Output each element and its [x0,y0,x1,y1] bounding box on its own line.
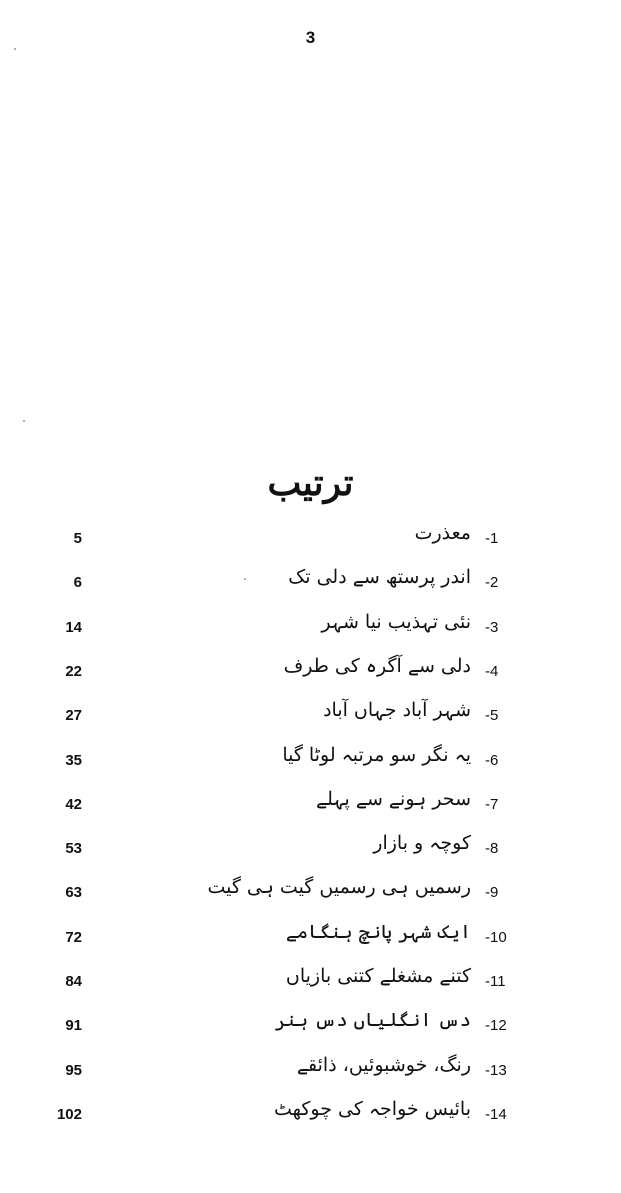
toc-entry-index: -13 [485,1061,507,1079]
toc-entry [0,522,621,552]
toc-entry-page: 42 [65,795,82,813]
toc-entry [0,699,621,729]
toc-entry-index: -7 [485,795,499,813]
toc-entry-page: 63 [65,884,82,902]
toc-entry-page: 53 [65,840,82,858]
toc-entry-index: -11 [485,973,506,990]
toc-entry-heading: رسمیں ہی رسمیں گیت ہی گیت [207,876,471,899]
toc-entry-page: 5 [73,530,82,547]
toc-entry-page: 95 [65,1061,82,1079]
page-number: 3 [305,28,316,47]
toc-entry-page: 91 [65,1017,82,1035]
toc-entry-page: 6 [73,574,82,592]
toc-entry-page: 35 [65,751,82,769]
toc-entry-index: -8 [485,840,499,858]
toc-entry-heading: نئی تہذیب نیا شہر [321,610,471,633]
toc-entry [0,655,621,685]
toc-entry [0,876,621,906]
toc-entry-heading: رنگ، خوشبوئیں، ذائقے [296,1053,471,1076]
toc-entry-page: 84 [65,973,82,990]
toc-entry-index: -2 [485,574,499,592]
toc-entry-page: 22 [65,662,82,680]
toc-entry [0,832,621,862]
toc-entry-page: 102 [56,1105,82,1123]
toc-entry-index: -9 [485,884,499,902]
toc-entry-page: 27 [65,707,82,725]
toc-entry-index: -6 [485,751,499,769]
toc-entry-heading: بائیس خواجہ کی چوکھٹ [273,1097,471,1120]
toc-entry [0,566,621,596]
toc-entry [0,921,621,951]
toc-entry-index: -12 [485,1017,507,1035]
table-of-contents [0,522,621,1142]
toc-entry [0,788,621,818]
toc-entry-page: 14 [65,618,82,636]
toc-entry-heading: ایک شہر پانچ ہنگامے [285,920,471,943]
toc-entry-index: -10 [485,928,507,946]
toc-title: ترتیب [267,462,354,504]
toc-entry-index: -1 [485,530,499,547]
toc-entry [0,1098,621,1128]
toc-entry-heading: معذرت [414,522,471,544]
toc-entry-heading: شہر آباد جہاں آباد [323,699,471,722]
scan-speck [14,48,16,50]
toc-entry-index: -14 [485,1105,507,1123]
toc-entry-heading: اندر پرستھ سے دلی تک [288,566,471,589]
toc-entry-heading: کتنے مشغلے کتنی بازیاں [285,965,471,987]
toc-entry-heading: کوچہ و بازار [373,832,471,855]
toc-entry [0,1054,621,1084]
toc-entry-index: -3 [485,618,499,636]
toc-entry-page: 72 [65,928,82,946]
toc-entry [0,611,621,641]
toc-entry-heading: یہ نگر سو مرتبہ لوٹا گیا [282,743,471,766]
toc-entry [0,1009,621,1039]
toc-entry [0,965,621,995]
toc-entry-index: -4 [485,662,499,680]
scan-speck [23,420,25,422]
scan-speck [244,578,246,580]
toc-entry-heading: دلی سے آگرہ کی طرف [283,654,471,677]
toc-entry-index: -5 [485,707,499,725]
toc-entry-heading: سحر ہونے سے پہلے [315,787,471,810]
toc-entry-heading: دس انگلیاں دس ہنر [274,1009,471,1032]
toc-entry [0,744,621,774]
